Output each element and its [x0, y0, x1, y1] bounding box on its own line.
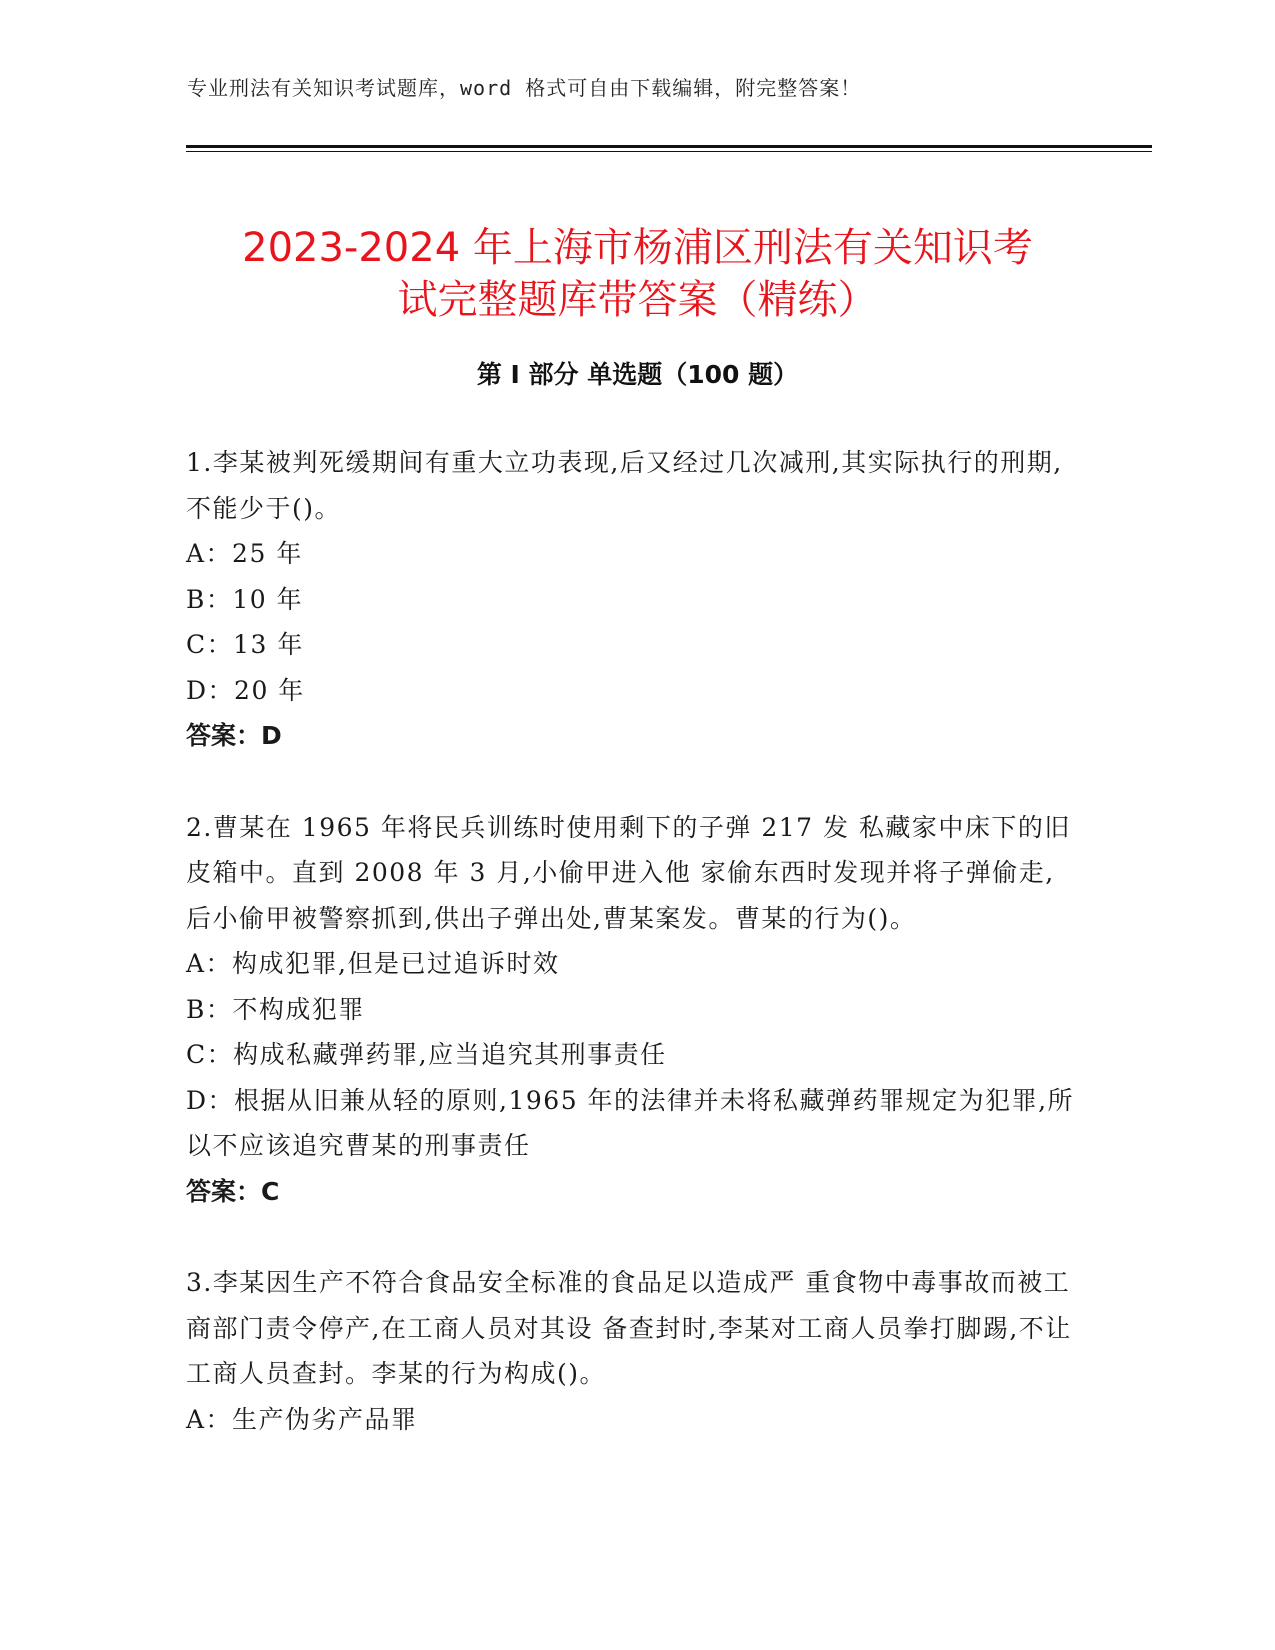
option-b: B：不构成犯罪 [186, 994, 365, 1024]
document-title-line-1: 2023-2024 年上海市杨浦区刑法有关知识考 [242, 224, 1033, 271]
question-stem: 3.李某因生产不符合食品安全标准的食品足以造成严 重食物中毒事故而被工商部门责令停产,在工商人员对其设 备查封时,李某对工商人员拳打脚踢,不让工商人员查封。李某的行为构成()。 [186, 1268, 1072, 1388]
question-stem: 1.李某被判死缓期间有重大立功表现,后又经过几次减刑,其实际执行的刑期,不能少于()。 [186, 448, 1063, 523]
question-3 [186, 1260, 1081, 1442]
header-note: 专业刑法有关知识考试题库，word 格式可自由下载编辑，附完整答案！ [187, 76, 862, 100]
option-a: A：生产伪劣产品罪 [186, 1404, 418, 1434]
option-d: D：根据从旧兼从轻的原则,1965 年的法律并未将私藏弹药罪规定为犯罪,所以不应该追究曹某的刑事责任 [186, 1085, 1075, 1160]
header-divider-thin [186, 151, 1152, 152]
question-2 [186, 805, 1081, 1215]
option-a: A：25 年 [186, 539, 303, 568]
header-divider-thick [186, 145, 1152, 148]
option-d: D：20 年 [186, 675, 305, 705]
document-title [150, 222, 1125, 326]
question-stem: 2.曹某在 1965 年将民兵训练时使用剩下的子弹 217 发 私藏家中床下的旧皮箱中。直到 2008 年 3 月,小偷甲进入他 家偷东西时发现并将子弹偷走,后小偷甲被警察抓到,供出子弹出处,曹某案发。曹某的行为()。 [186, 812, 1071, 933]
answer: 答案：D [186, 721, 282, 750]
question-1 [186, 440, 1081, 759]
question-list [186, 440, 1081, 1488]
option-c: C：构成私藏弹药罪,应当追究其刑事责任 [186, 1040, 667, 1069]
answer: 答案：C [186, 1176, 280, 1206]
option-b: B：10 年 [186, 584, 304, 614]
option-c: C：13 年 [186, 630, 304, 659]
option-a: A：构成犯罪,但是已过追诉时效 [186, 949, 560, 978]
section-heading: 第 I 部分 单选题（100 题） [476, 360, 799, 389]
document-title-line-2: 试完整题库带答案（精练） [397, 276, 878, 323]
